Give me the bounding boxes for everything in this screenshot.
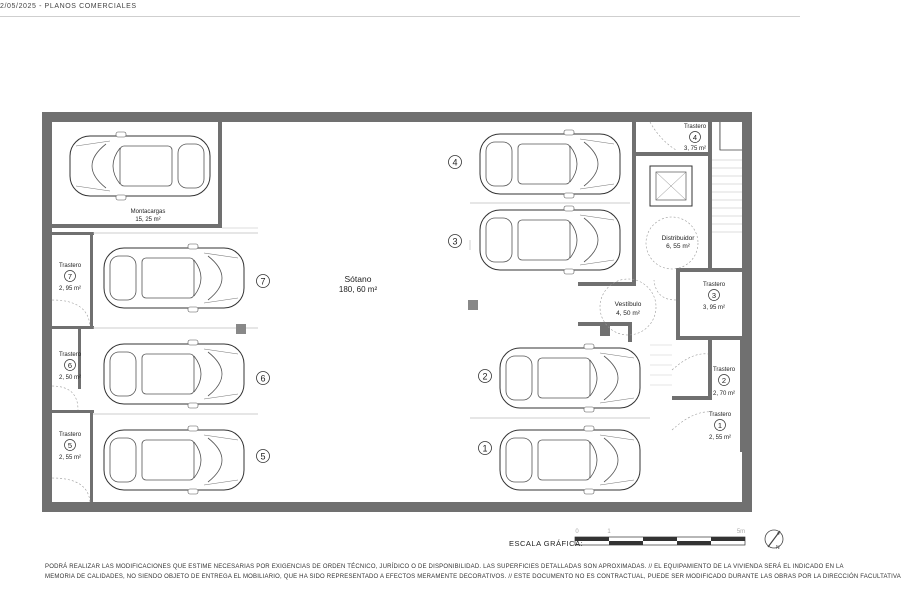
parking-number-6 xyxy=(257,372,270,385)
svg-text:2: 2 xyxy=(482,371,488,382)
svg-text:6: 6 xyxy=(67,361,73,370)
svg-text:3, 95 m²: 3, 95 m² xyxy=(702,305,726,311)
svg-text:5: 5 xyxy=(260,451,266,462)
svg-text:Trastero: Trastero xyxy=(708,412,732,418)
svg-text:7: 7 xyxy=(260,276,266,287)
car-4 xyxy=(480,130,620,198)
car-5 xyxy=(104,426,244,494)
svg-text:Trastero: Trastero xyxy=(58,432,82,438)
column xyxy=(236,324,246,334)
distribuidor-area: 6, 55 m² xyxy=(666,243,690,250)
svg-text:2, 95 m²: 2, 95 m² xyxy=(58,286,82,292)
svg-text:Trastero: Trastero xyxy=(58,352,82,358)
svg-text:3: 3 xyxy=(452,236,458,247)
parking-number-5 xyxy=(257,450,270,463)
car-6 xyxy=(104,340,244,408)
svg-text:1: 1 xyxy=(482,443,488,454)
svg-text:2, 55 m²: 2, 55 m² xyxy=(58,455,82,461)
basement-name: Sótano xyxy=(344,274,372,284)
storage-4-label xyxy=(684,124,707,152)
storage-5-label xyxy=(59,432,82,461)
svg-text:2, 50 m²: 2, 50 m² xyxy=(58,375,82,381)
montacargas-area: 15, 25 m² xyxy=(135,217,161,223)
basement-area: 180, 60 m² xyxy=(338,285,378,294)
north-arrow-icon xyxy=(764,527,784,556)
svg-text:4: 4 xyxy=(452,157,458,168)
montacargas-name: Montacargas xyxy=(130,209,166,215)
svg-text:Trastero: Trastero xyxy=(683,124,707,130)
car-montacargas xyxy=(70,132,210,200)
svg-text:5: 5 xyxy=(67,441,73,450)
vestibulo-area: 4, 50 m² xyxy=(616,310,640,317)
car-2 xyxy=(500,344,640,412)
svg-text:Trastero: Trastero xyxy=(58,263,82,269)
footer-disclaimer-line-2: MEMORIA DE CALIDADES, NO SIENDO OBJETO DE ENTREGA EL MOBILIARIO, QUE HA SIDO REPRESENTADO A EFECTOS MERAMENTE DECORATIVOS. // ESTE DOCUMENTO NO ES CONTRACTUAL, PUEDE SER MODIFICADO DURANTE LAS OBRAS POR LA DIRECCIÓN FACULTATIVA xyxy=(45,574,901,580)
graphic-scale xyxy=(575,529,745,545)
vestibulo-name: Vestíbulo xyxy=(614,301,642,308)
svg-text:3, 75 m²: 3, 75 m² xyxy=(683,146,707,152)
parking-number-1 xyxy=(479,442,492,455)
scale-start: 0 xyxy=(575,529,579,535)
svg-text:6: 6 xyxy=(260,373,266,384)
svg-text:Trastero: Trastero xyxy=(702,282,726,288)
storage-7-label xyxy=(59,263,82,292)
car-1 xyxy=(500,426,640,494)
scale-mid: 1 xyxy=(607,529,611,535)
svg-text:3: 3 xyxy=(711,291,717,300)
header-text: 2/05/2025 - PLANOS COMERCIALES xyxy=(0,3,137,10)
distribuidor-name: Distribuidor xyxy=(661,235,695,242)
parking-number-2 xyxy=(479,370,492,383)
scale-end: 5m xyxy=(736,529,746,535)
svg-text:Trastero: Trastero xyxy=(712,367,736,373)
column xyxy=(468,300,478,310)
scale-title: ESCALA GRÁFICA: xyxy=(509,539,584,548)
car-3 xyxy=(480,206,620,274)
svg-text:1: 1 xyxy=(717,421,723,430)
svg-text:2: 2 xyxy=(721,376,727,385)
footer-disclaimer-line-1: PODRÁ REALIZAR LAS MODIFICACIONES QUE ESTIME NECESARIAS POR EXIGENCIAS DE ORDEN TÉCNICO, JURÍDICO O DE DISPONIBILIDAD. LAS SUPERFICIES DETALLADAS SON APROXIMADAS. // EL EQUIPAMIENTO DE LA VIVIENDA SERÁ EL INDICADO EN LA xyxy=(45,564,844,570)
parking-number-3 xyxy=(449,235,462,248)
svg-text:2, 70 m²: 2, 70 m² xyxy=(712,391,736,397)
svg-text:N: N xyxy=(776,545,780,551)
svg-text:2, 55 m²: 2, 55 m² xyxy=(708,435,732,441)
svg-text:4: 4 xyxy=(692,133,698,142)
parking-number-4 xyxy=(449,156,462,169)
svg-text:7: 7 xyxy=(67,272,73,281)
car-7 xyxy=(104,244,244,312)
parking-number-7 xyxy=(257,275,270,288)
